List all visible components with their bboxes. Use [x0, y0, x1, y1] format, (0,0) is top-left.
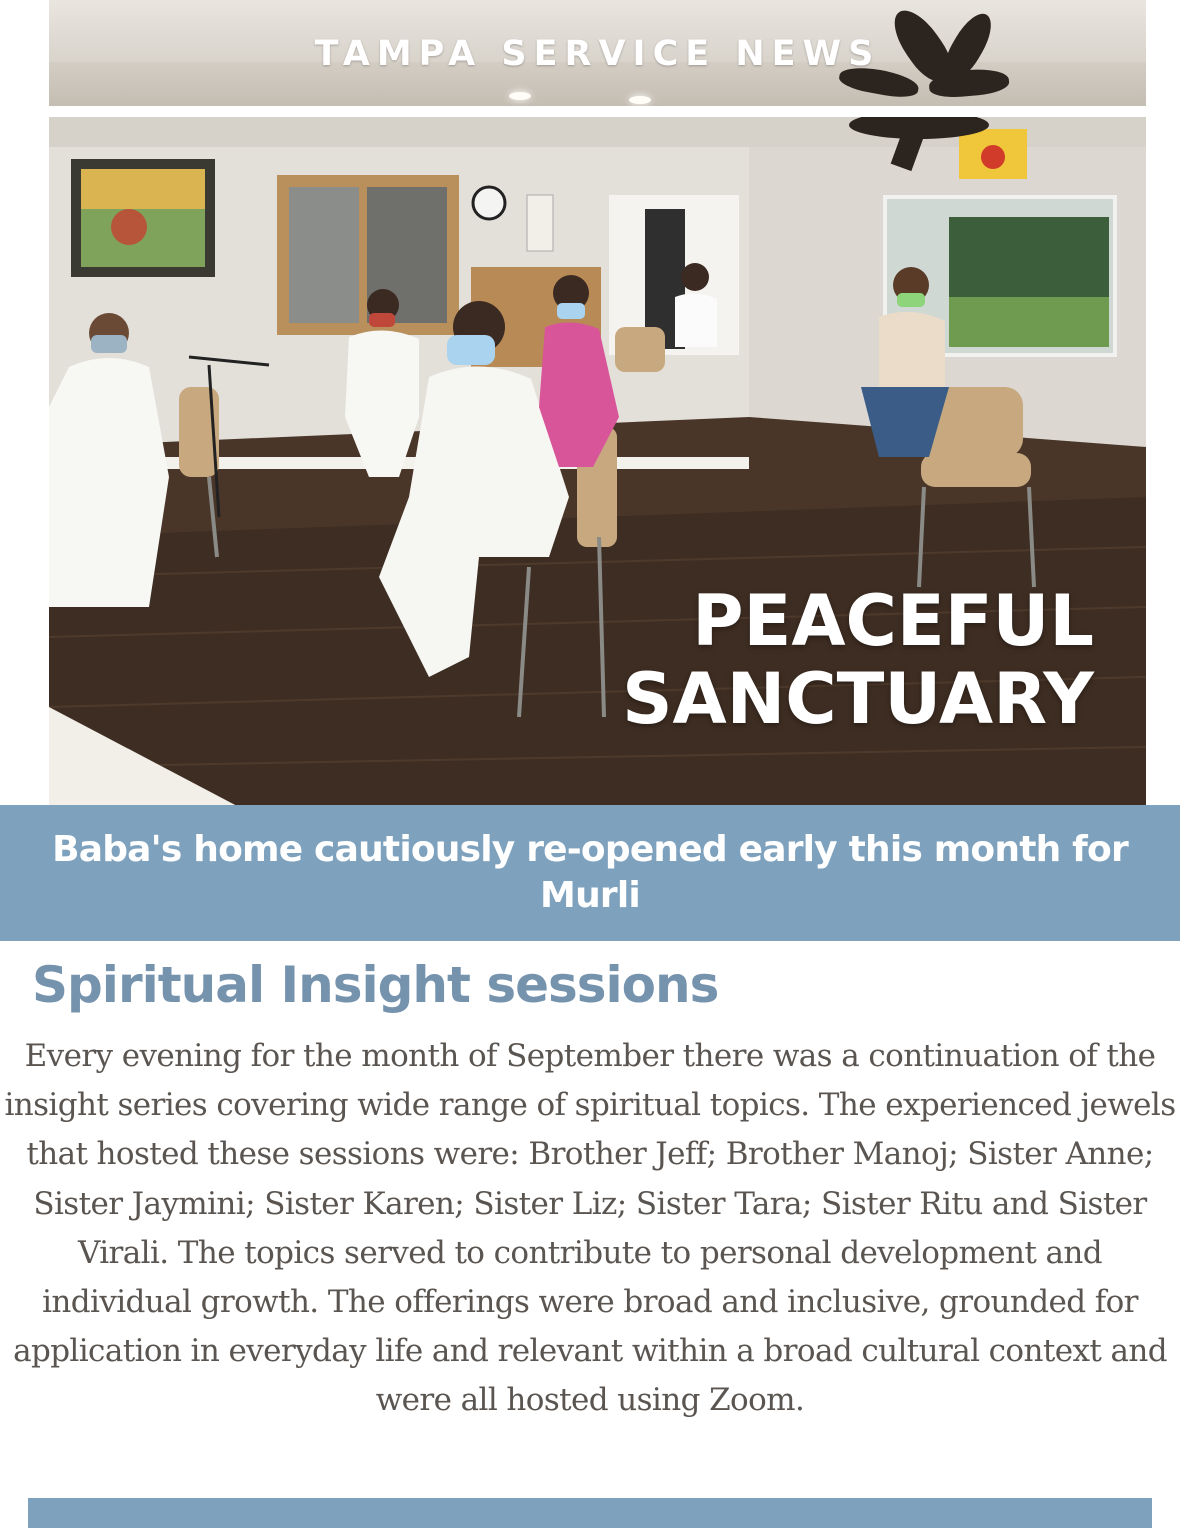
footer-band [28, 1498, 1152, 1528]
section-heading: Spiritual Insight sessions [32, 956, 719, 1014]
section-body: Every evening for the month of September there was a continuation of the insight series covering wide range of spiritual topics. The experienced jewels that hosted these sessions were: Brother Jeff; Brother Manoj; Sister Anne; Sister Jaymini; Sister Karen; Sister Liz; Sister Tara; Sister Ritu and Sister Virali. The topics served to contribute to personal development and individual growth. The offerings were broad and inclusive, grounded for application in everyday life and relevant within a broad cultural context and were all hosted using Zoom. [4, 1038, 1176, 1419]
ceiling-light [509, 92, 531, 100]
photo-caption: Baba's home cautiously re-opened early this month for Murli [52, 829, 1128, 916]
hero-title [622, 582, 1094, 738]
ceiling-light [629, 96, 651, 104]
caption-band [0, 805, 1180, 941]
hero-photo [49, 117, 1146, 807]
newsletter-title: TAMPA SERVICE NEWS [314, 34, 881, 74]
hero-title-line1: PEACEFUL [692, 580, 1094, 662]
header-banner [49, 0, 1146, 106]
hero-title-line2: SANCTUARY [622, 658, 1094, 740]
